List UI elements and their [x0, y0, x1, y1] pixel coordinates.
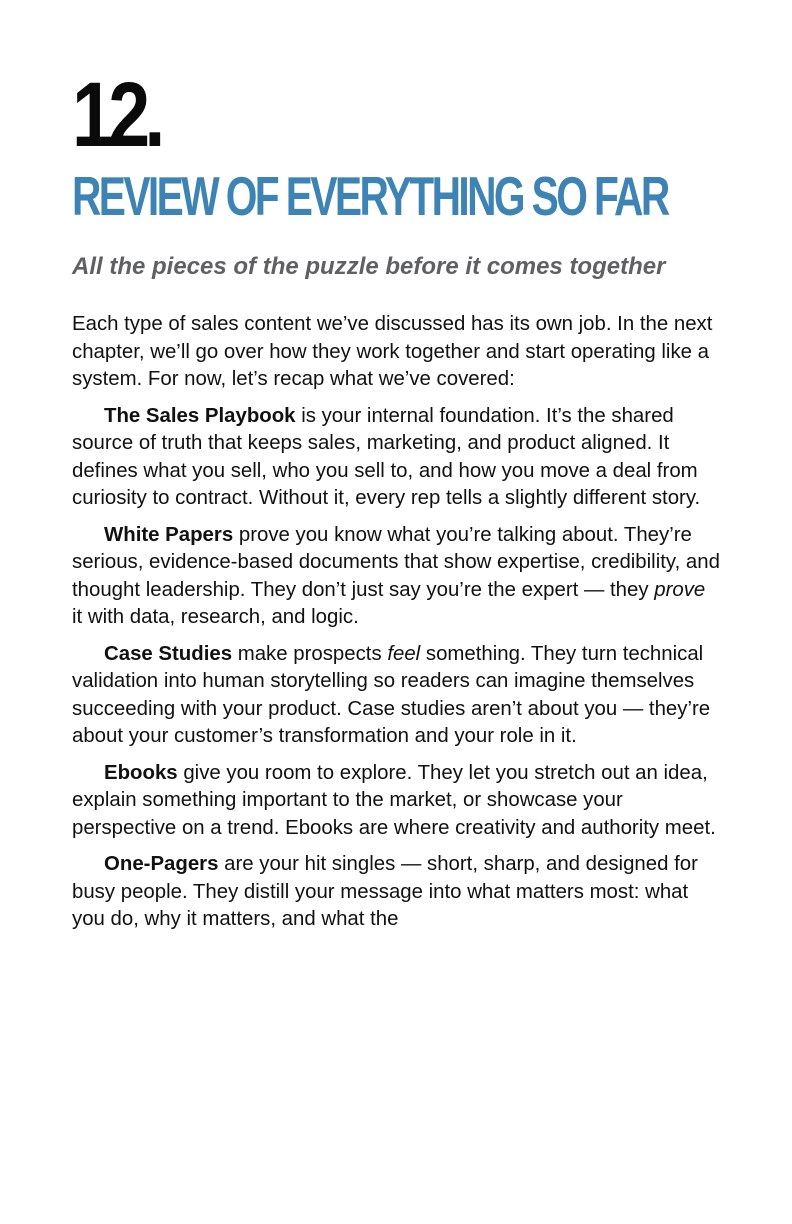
chapter-number: 12. [72, 64, 160, 166]
term-one-pagers: One-Pagers [104, 853, 219, 875]
section-case-studies [72, 641, 720, 751]
term-ebooks: Ebooks [104, 761, 178, 784]
intro-paragraph: Each type of sales content we’ve discussed has its own job. In the next chapter, we’ll go over how they work together and start operating like a system. For now, let’s recap what we’ve covered: [72, 313, 713, 390]
book-page [72, 64, 720, 943]
section-text: something. They turn technical validation into human storytelling so readers can imagine themselves succeeding with your product. Case studies aren’t about you — they’re about your customer’s transformation and your role in it. [72, 642, 711, 747]
term-sales-playbook: The Sales Playbook [104, 404, 296, 427]
section-text: are your hit singles — short, sharp, and designed for busy people. They distill your message into what matters most: what you do, why it matters, and what the [72, 853, 698, 930]
section-text: prove you know what you’re talking about. They’re serious, evidence-based documents that show expertise, credibility, and thought leadership. They don’t just say you’re the expert — they [72, 523, 720, 601]
section-text: make prospects [232, 642, 388, 665]
section-ebooks [72, 760, 720, 843]
chapter-title: REVIEW OF EVERYTHING SO FAR [72, 165, 668, 227]
chapter-subtitle: All the pieces of the puzzle before it comes together [72, 253, 666, 280]
section-white-papers [72, 522, 720, 632]
term-white-papers: White Papers [104, 523, 234, 546]
section-one-pagers [72, 851, 720, 934]
term-case-studies: Case Studies [104, 642, 233, 665]
section-sales-playbook [72, 403, 720, 513]
section-text: give you room to explore. They let you stretch out an idea, explain something important to the market, or showcase your perspective on a trend. Ebooks are where creativity and authority meet. [72, 761, 716, 839]
emphasis-text: prove [654, 578, 706, 601]
section-text: it with data, research, and logic. [72, 606, 359, 628]
emphasis-text: feel [387, 642, 421, 665]
section-text: is your internal foundation. It’s the shared source of truth that keeps sales, marketing, and product aligned. It defines what you sell, who you sell to, and how you move a deal from curiosity to contract. Without it, every rep tells a slightly different story. [72, 404, 701, 509]
